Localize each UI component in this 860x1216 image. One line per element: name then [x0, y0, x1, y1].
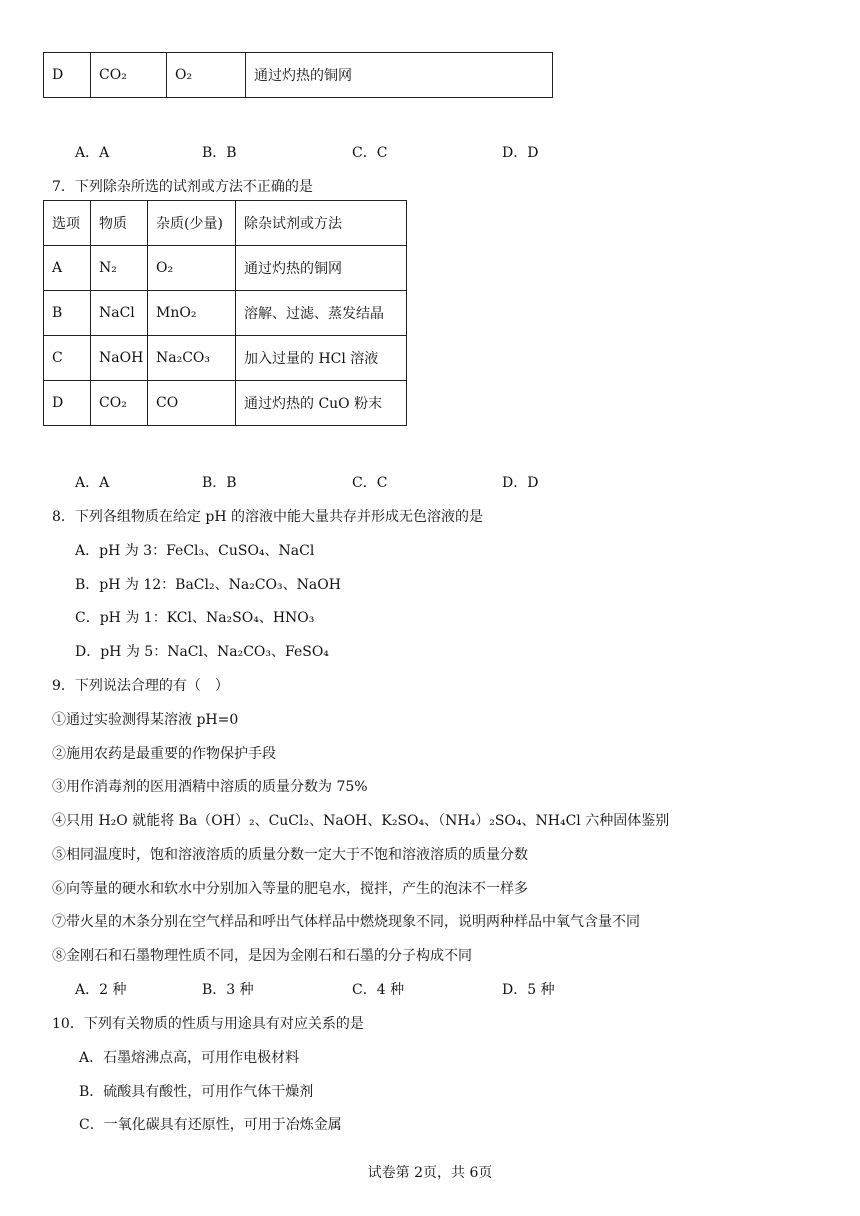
q9-option-b: B．3 种 — [202, 982, 254, 998]
q10-stem: 10．下列有关物质的性质与用途具有对应关系的是 — [52, 1016, 364, 1032]
q7-option-b: B．B — [202, 475, 237, 491]
q9-option-d: D．5 种 — [502, 982, 555, 998]
table-cell: D — [44, 381, 91, 426]
table-cell: 加入过量的 HCl 溶液 — [236, 336, 407, 381]
table-cell: B — [44, 291, 91, 336]
table-row — [44, 291, 407, 336]
q7-option-c: C．C — [352, 475, 388, 491]
table-cell: MnO₂ — [148, 291, 236, 336]
q7-option-d: D．D — [502, 475, 539, 491]
table-header-cell: 选项 — [44, 201, 91, 246]
table-cell: NaCl — [91, 291, 148, 336]
q7-table — [43, 200, 407, 426]
q9-stem: 9．下列说法合理的有（ ） — [52, 678, 229, 694]
table-cell: A — [44, 246, 91, 291]
q9-item-2: ②施用农药是最重要的作物保护手段 — [52, 746, 276, 762]
table-cell: 溶解、过滤、蒸发结晶 — [236, 291, 407, 336]
top-table — [43, 52, 553, 98]
q9-item-3: ③用作消毒剂的医用酒精中溶质的质量分数为 75% — [52, 779, 368, 795]
q9-item-6: ⑥向等量的硬水和软水中分别加入等量的肥皂水，搅拌，产生的泡沫不一样多 — [52, 881, 528, 897]
table-cell: Na₂CO₃ — [148, 336, 236, 381]
q10-choice-b: B．硫酸具有酸性，可用作气体干燥剂 — [79, 1084, 314, 1100]
q8-choice-d: D．pH 为 5：NaCl、Na₂CO₃、FeSO₄ — [75, 644, 329, 660]
table-cell: D — [44, 53, 91, 98]
q6-option-b: B．B — [202, 145, 237, 161]
table-cell: NaOH — [91, 336, 148, 381]
table-cell: CO — [148, 381, 236, 426]
q8-stem: 8．下列各组物质在给定 pH 的溶液中能大量共存并形成无色溶液的是 — [52, 509, 483, 525]
table-header-cell: 除杂试剂或方法 — [236, 201, 407, 246]
table-cell: CO₂ — [91, 53, 167, 98]
table-cell: 通过灼热的铜网 — [236, 246, 407, 291]
q10-choice-a: A．石墨熔沸点高，可用作电极材料 — [79, 1050, 300, 1066]
q6-option-a: A．A — [75, 145, 110, 161]
table-row — [44, 246, 407, 291]
table-cell: O₂ — [148, 246, 236, 291]
table-row — [44, 53, 553, 98]
q9-item-1: ①通过实验测得某溶液 pH=0 — [52, 712, 239, 728]
q7-option-a: A．A — [75, 475, 110, 491]
table-cell: C — [44, 336, 91, 381]
q9-option-c: C．4 种 — [352, 982, 405, 998]
table-cell: N₂ — [91, 246, 148, 291]
q7-stem: 7．下列除杂所选的试剂或方法不正确的是 — [52, 179, 313, 195]
table-header-cell: 物质 — [91, 201, 148, 246]
table-cell: 通过灼热的 CuO 粉末 — [236, 381, 407, 426]
q6-option-d: D．D — [502, 145, 539, 161]
table-cell: 通过灼热的铜网 — [246, 53, 553, 98]
q9-item-8: ⑧金刚石和石墨物理性质不同，是因为金刚石和石墨的分子构成不同 — [52, 948, 472, 964]
table-cell: O₂ — [167, 53, 246, 98]
q6-option-c: C．C — [352, 145, 388, 161]
q10-choice-c: C．一氧化碳具有还原性，可用于冶炼金属 — [79, 1117, 342, 1133]
q8-choice-b: B．pH 为 12：BaCl₂、Na₂CO₃、NaOH — [75, 577, 341, 593]
q8-choice-c: C．pH 为 1：KCl、Na₂SO₄、HNO₃ — [75, 610, 315, 626]
table-row — [44, 336, 407, 381]
q9-option-a: A．2 种 — [75, 982, 127, 998]
page-footer: 试卷第 2页，共 6页 — [367, 1165, 493, 1181]
q9-item-4: ④只用 H₂O 就能将 Ba（OH）₂、CuCl₂、NaOH、K₂SO₄、（NH₄）₂SO₄、NH₄Cl 六种固体鉴别 — [52, 813, 670, 829]
table-header-cell: 杂质(少量) — [148, 201, 236, 246]
q8-choice-a: A．pH 为 3：FeCl₃、CuSO₄、NaCl — [75, 543, 315, 559]
table-header-row — [44, 201, 407, 246]
q9-item-5: ⑤相同温度时，饱和溶液溶质的质量分数一定大于不饱和溶液溶质的质量分数 — [52, 847, 528, 863]
table-row — [44, 381, 407, 426]
table-cell: CO₂ — [91, 381, 148, 426]
q9-item-7: ⑦带火星的木条分别在空气样品和呼出气体样品中燃烧现象不同，说明两种样品中氧气含量不同 — [52, 914, 640, 930]
